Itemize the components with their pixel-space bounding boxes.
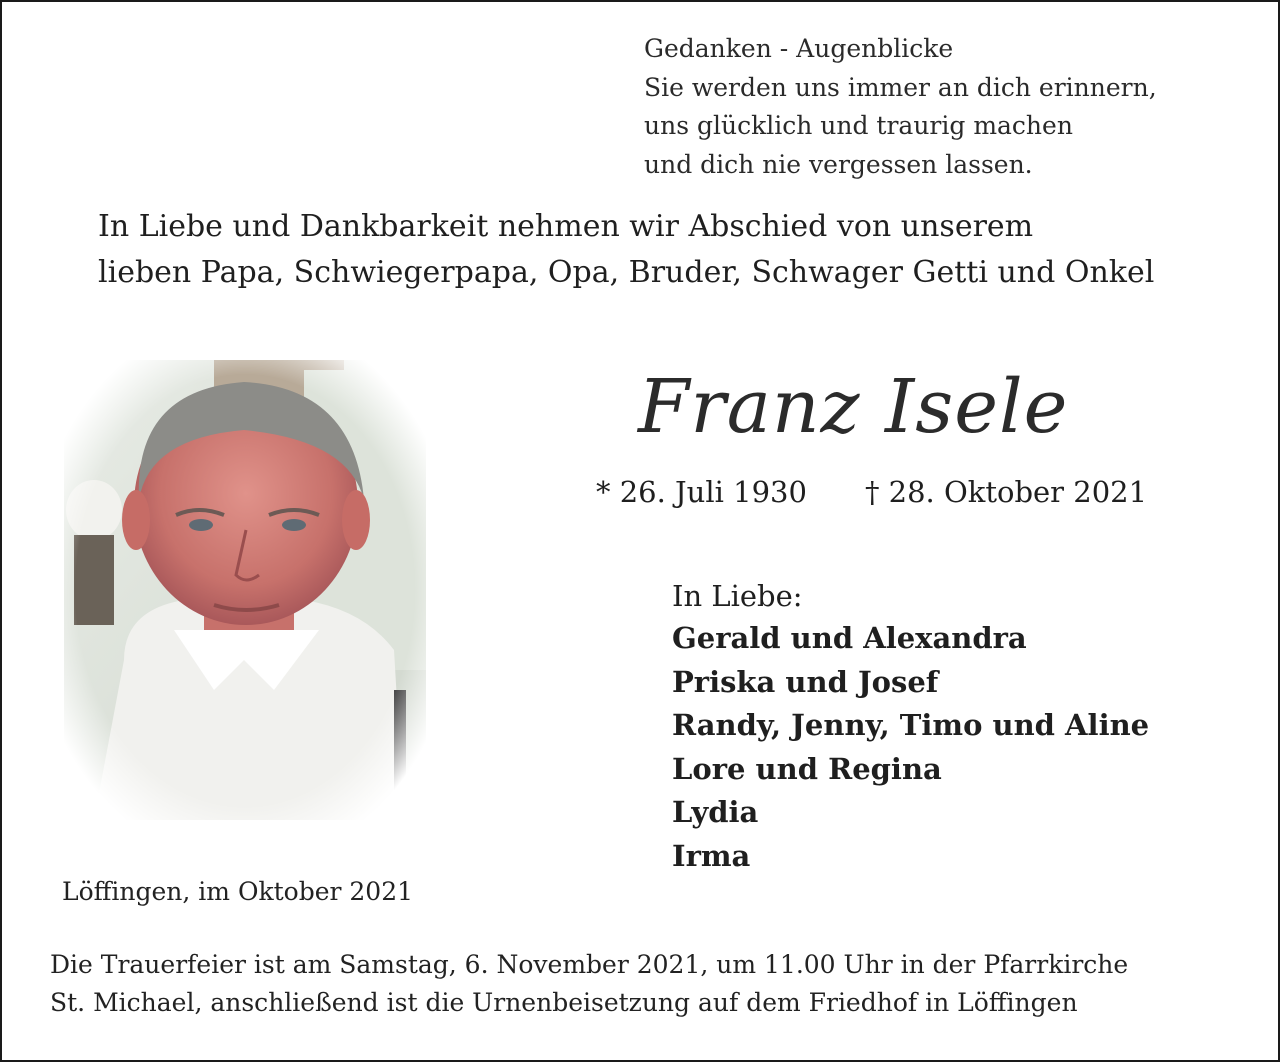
intro-text — [98, 204, 1154, 296]
mourner-name: Priska und Josef — [672, 664, 939, 699]
mourner-name: Lore und Regina — [672, 751, 942, 786]
intro-line: lieben Papa, Schwiegerpapa, Opa, Bruder, Schwager Getti und Onkel — [98, 255, 1155, 290]
birth-date: * 26. Juli 1930 — [596, 475, 807, 509]
place-date: Löffingen, im Oktober 2021 — [62, 877, 414, 906]
poem-line: Gedanken - Augenblicke — [644, 34, 954, 63]
mourner-name: Lydia — [672, 795, 759, 829]
mourners-heading: In Liebe: — [672, 579, 803, 613]
funeral-line: St. Michael, anschließend ist die Urnenbeisetzung auf dem Friedhof in Löffingen — [50, 988, 1078, 1017]
death-date: † 28. Oktober 2021 — [864, 475, 1148, 509]
intro-line: In Liebe und Dankbarkeit nehmen wir Abschied von unserem — [98, 209, 1034, 244]
life-dates — [596, 472, 1147, 512]
mourner-name: Irma — [672, 838, 751, 873]
portrait-photo — [64, 360, 426, 820]
deceased-name: Franz Isele — [638, 364, 1069, 450]
mourner-name: Gerald und Alexandra — [672, 621, 1027, 655]
mourner-name: Randy, Jenny, Timo und Aline — [672, 708, 1150, 742]
poem-line: uns glücklich und traurig machen — [644, 111, 1073, 140]
poem-line: und dich nie vergessen lassen. — [644, 149, 1033, 179]
funeral-info — [50, 946, 1128, 1022]
poem-line: Sie werden uns immer an dich erinnern, — [644, 72, 1157, 102]
funeral-line: Die Trauerfeier ist am Samstag, 6. November 2021, um 11.00 Uhr in der Pfarrkirche — [50, 950, 1129, 979]
mourners-list — [672, 618, 1149, 879]
poem — [644, 30, 1157, 184]
